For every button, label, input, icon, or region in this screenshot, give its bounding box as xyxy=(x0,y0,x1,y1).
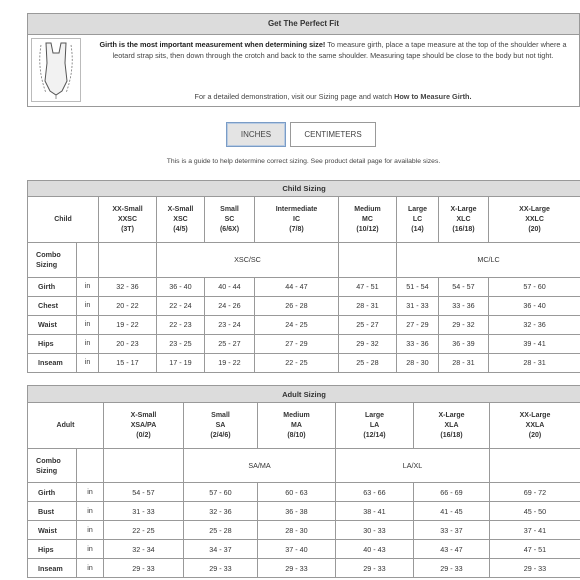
child-size-header xyxy=(489,197,580,243)
leotard-illustration xyxy=(31,38,81,102)
child-corner-label: Child xyxy=(28,197,99,243)
child-size-header xyxy=(157,197,205,243)
row-label: Inseam xyxy=(28,559,77,578)
child-size-range: (14) xyxy=(411,225,424,233)
measurement-cell: 30 - 33 xyxy=(336,521,414,540)
measurement-cell: 28 - 30 xyxy=(258,521,336,540)
adult-size-header xyxy=(184,403,258,449)
measurement-cell: 37 - 41 xyxy=(490,521,580,540)
fit-demo-text xyxy=(88,92,578,101)
measurement-cell: 22 - 24 xyxy=(157,296,205,315)
measurement-cell: 29 - 33 xyxy=(336,559,414,578)
measurement-cell: 20 - 23 xyxy=(99,334,157,353)
adult-size-code: XXLA xyxy=(525,421,545,429)
child-size-name: Intermediate xyxy=(275,205,318,213)
measurement-cell: 38 - 41 xyxy=(336,502,414,521)
leotard-icon xyxy=(32,39,80,101)
measurement-cell: 36 - 40 xyxy=(489,296,580,315)
measurement-cell: 22 - 25 xyxy=(255,353,339,372)
child-size-header xyxy=(339,197,397,243)
child-combo-mc-lc: MC/LC xyxy=(397,243,580,277)
measurement-cell: 24 - 25 xyxy=(255,315,339,334)
measurement-cell: 25 - 27 xyxy=(339,315,397,334)
adult-size-code: MA xyxy=(291,421,302,429)
adult-size-code: XSA/PA xyxy=(130,421,157,429)
measurement-cell: 25 - 28 xyxy=(339,353,397,372)
child-combo-xsc-sc: XSC/SC xyxy=(157,243,339,277)
child-size-range: (16/18) xyxy=(452,225,475,233)
measurement-cell: 60 - 63 xyxy=(258,483,336,502)
measurement-cell: 54 - 57 xyxy=(439,277,489,296)
measurement-cell: 31 - 33 xyxy=(397,296,439,315)
measurement-cell: 29 - 33 xyxy=(258,559,336,578)
measurement-cell: 66 - 69 xyxy=(414,483,490,502)
unit-label: in xyxy=(77,540,104,559)
child-size-name: XX-Large xyxy=(519,205,550,213)
unit-label: in xyxy=(77,296,99,315)
measurement-cell: 29 - 32 xyxy=(339,334,397,353)
measurement-cell: 33 - 36 xyxy=(439,296,489,315)
child-size-header xyxy=(99,197,157,243)
measurement-cell: 24 - 26 xyxy=(205,296,255,315)
row-label: Chest xyxy=(28,296,77,315)
child-size-name: X-Small xyxy=(167,205,194,213)
table-row xyxy=(28,277,580,296)
inches-button[interactable]: INCHES xyxy=(226,122,286,147)
measurement-cell: 28 - 31 xyxy=(339,296,397,315)
adult-size-range: (8/10) xyxy=(287,431,306,439)
measurement-cell: 32 - 34 xyxy=(104,540,184,559)
measurement-cell: 22 - 23 xyxy=(157,315,205,334)
adult-size-code: SA xyxy=(215,421,226,429)
child-size-code: LC xyxy=(412,215,423,223)
table-row xyxy=(28,483,580,502)
measurement-cell: 25 - 28 xyxy=(184,521,258,540)
adult-size-range: (0/2) xyxy=(136,431,151,439)
measurement-cell: 69 - 72 xyxy=(490,483,580,502)
measurement-cell: 51 - 54 xyxy=(397,277,439,296)
child-size-name: XX-Small xyxy=(112,205,143,213)
table-row xyxy=(28,315,580,334)
measurement-cell: 47 - 51 xyxy=(490,540,580,559)
table-row xyxy=(28,334,580,353)
measurement-cell: 33 - 36 xyxy=(397,334,439,353)
unit-label: in xyxy=(77,483,104,502)
row-label: Hips xyxy=(28,540,77,559)
fit-info-box xyxy=(27,13,580,107)
adult-combo-row xyxy=(28,449,580,483)
measurement-cell: 36 - 39 xyxy=(439,334,489,353)
unit-label: in xyxy=(77,559,104,578)
table-row xyxy=(28,559,580,578)
adult-size-code: XLA xyxy=(444,421,459,429)
child-size-code: XLC xyxy=(456,215,471,223)
measurement-cell: 41 - 45 xyxy=(414,502,490,521)
adult-size-range: (12/14) xyxy=(363,431,386,439)
row-label: Waist xyxy=(28,315,77,334)
fit-bold-intro: Girth is the most important measurement when determining size! xyxy=(99,40,326,49)
adult-size-range: (16/18) xyxy=(440,431,463,439)
child-size-name: X-Large xyxy=(450,205,477,213)
adult-size-name: XX-Large xyxy=(519,411,551,419)
table-row xyxy=(28,353,580,372)
adult-combo-la-xl: LA/XL xyxy=(336,449,490,483)
adult-size-header xyxy=(414,403,490,449)
fit-body: To measure girth, place a tape measure at the top of the shoulder where a leotard strap sits, then down through the crotch and back to the same shoulder. Measuring tape should be close to the body but not tight. xyxy=(112,40,567,60)
sizing-guide-note: This is a guide to help determine correct sizing. See product detail page for available sizes. xyxy=(166,158,441,165)
adult-combo-label: Combo Sizing xyxy=(28,449,77,483)
measurement-cell: 23 - 24 xyxy=(205,315,255,334)
measurement-cell: 29 - 33 xyxy=(104,559,184,578)
child-size-code: MC xyxy=(362,215,373,223)
measurement-cell: 32 - 36 xyxy=(184,502,258,521)
measurement-cell: 31 - 33 xyxy=(104,502,184,521)
unit-label: in xyxy=(77,502,104,521)
adult-size-header xyxy=(336,403,414,449)
child-size-range: (7/8) xyxy=(289,225,304,233)
measurement-cell: 17 - 19 xyxy=(157,353,205,372)
measurement-cell: 23 - 25 xyxy=(157,334,205,353)
child-sizing-table xyxy=(27,180,580,373)
measurement-cell: 44 - 47 xyxy=(255,277,339,296)
measurement-cell: 63 - 66 xyxy=(336,483,414,502)
measurement-cell: 40 - 43 xyxy=(336,540,414,559)
adult-size-range: (20) xyxy=(528,431,542,439)
measurement-cell: 32 - 36 xyxy=(489,315,580,334)
measurement-cell: 36 - 40 xyxy=(157,277,205,296)
measurement-cell: 29 - 33 xyxy=(490,559,580,578)
child-size-range: (4/5) xyxy=(173,225,188,233)
measurement-cell: 27 - 29 xyxy=(397,315,439,334)
measurement-cell: 43 - 47 xyxy=(414,540,490,559)
child-size-header xyxy=(397,197,439,243)
child-size-range: (6/6X) xyxy=(219,225,240,233)
measurement-cell: 32 - 36 xyxy=(99,277,157,296)
measurement-cell: 39 - 41 xyxy=(489,334,580,353)
measurement-cell: 33 - 37 xyxy=(414,521,490,540)
adult-size-header-row xyxy=(28,403,580,449)
how-to-measure-link[interactable]: How to Measure Girth. xyxy=(394,92,472,101)
table-row xyxy=(28,521,580,540)
unit-toggle xyxy=(226,122,376,147)
measurement-cell: 26 - 28 xyxy=(255,296,339,315)
unit-label: in xyxy=(77,334,99,353)
child-size-code: XXSC xyxy=(117,215,138,223)
child-size-code: XSC xyxy=(173,215,188,223)
adult-sizing-table xyxy=(27,385,580,578)
measurement-cell: 47 - 51 xyxy=(339,277,397,296)
table-row xyxy=(28,540,580,559)
child-size-header xyxy=(255,197,339,243)
measurement-cell: 29 - 33 xyxy=(184,559,258,578)
measurement-cell: 20 - 22 xyxy=(99,296,157,315)
unit-label: in xyxy=(77,353,99,372)
measurement-cell: 37 - 40 xyxy=(258,540,336,559)
fit-description xyxy=(88,39,578,61)
measurement-cell: 54 - 57 xyxy=(104,483,184,502)
measurement-cell: 25 - 27 xyxy=(205,334,255,353)
adult-size-name: X-Large xyxy=(438,411,465,419)
child-size-code: IC xyxy=(293,215,300,223)
table-row xyxy=(28,296,580,315)
adult-size-name: Small xyxy=(211,411,230,419)
measurement-cell: 19 - 22 xyxy=(99,315,157,334)
measurement-cell: 28 - 31 xyxy=(439,353,489,372)
child-size-name: Small xyxy=(220,205,239,213)
adult-size-header xyxy=(490,403,580,449)
adult-corner-label: Adult xyxy=(28,403,104,449)
row-label: Girth xyxy=(28,277,77,296)
adult-size-code: LA xyxy=(369,421,380,429)
child-size-header xyxy=(205,197,255,243)
child-size-header xyxy=(439,197,489,243)
measurement-cell: 29 - 33 xyxy=(414,559,490,578)
demo-prefix: For a detailed demonstration, visit our Sizing page and watch xyxy=(194,92,395,101)
measurement-cell: 45 - 50 xyxy=(490,502,580,521)
adult-size-name: Large xyxy=(364,411,385,419)
measurement-cell: 36 - 38 xyxy=(258,502,336,521)
adult-size-name: X-Small xyxy=(130,411,157,419)
child-combo-label: Combo Sizing xyxy=(28,243,77,277)
child-size-name: Large xyxy=(407,205,428,213)
child-size-range: (20) xyxy=(528,225,541,233)
measurement-cell: 34 - 37 xyxy=(184,540,258,559)
unit-label: in xyxy=(77,315,99,334)
child-size-range: (10/12) xyxy=(356,225,379,233)
measurement-cell: 15 - 17 xyxy=(99,353,157,372)
measurement-cell: 19 - 22 xyxy=(205,353,255,372)
measurement-cell: 22 - 25 xyxy=(104,521,184,540)
child-combo-row xyxy=(28,243,580,277)
measurement-cell: 57 - 60 xyxy=(184,483,258,502)
adult-size-name: Medium xyxy=(283,411,310,419)
measurement-cell: 28 - 31 xyxy=(489,353,580,372)
adult-size-range: (2/4/6) xyxy=(210,431,231,439)
row-label: Bust xyxy=(28,502,77,521)
child-size-range: (3T) xyxy=(121,225,134,233)
row-label: Girth xyxy=(28,483,77,502)
adult-size-header xyxy=(258,403,336,449)
adult-combo-sa-ma: SA/MA xyxy=(184,449,336,483)
child-size-name: Medium xyxy=(354,205,381,213)
unit-label: in xyxy=(77,521,104,540)
measurement-cell: 57 - 60 xyxy=(489,277,580,296)
centimeters-button[interactable]: CENTIMETERS xyxy=(290,122,376,147)
measurement-cell: 28 - 30 xyxy=(397,353,439,372)
row-label: Waist xyxy=(28,521,77,540)
row-label: Inseam xyxy=(28,353,77,372)
table-row xyxy=(28,502,580,521)
measurement-cell: 29 - 32 xyxy=(439,315,489,334)
child-size-header-row xyxy=(28,197,580,243)
unit-label: in xyxy=(77,277,99,296)
adult-table-title: Adult Sizing xyxy=(28,386,580,403)
child-table-title: Child Sizing xyxy=(28,181,580,197)
child-size-code: XXLC xyxy=(525,215,544,223)
fit-title: Get The Perfect Fit xyxy=(28,14,579,35)
adult-size-header xyxy=(104,403,184,449)
row-label: Hips xyxy=(28,334,77,353)
child-size-code: SC xyxy=(224,215,235,223)
measurement-cell: 40 - 44 xyxy=(205,277,255,296)
measurement-cell: 27 - 29 xyxy=(255,334,339,353)
